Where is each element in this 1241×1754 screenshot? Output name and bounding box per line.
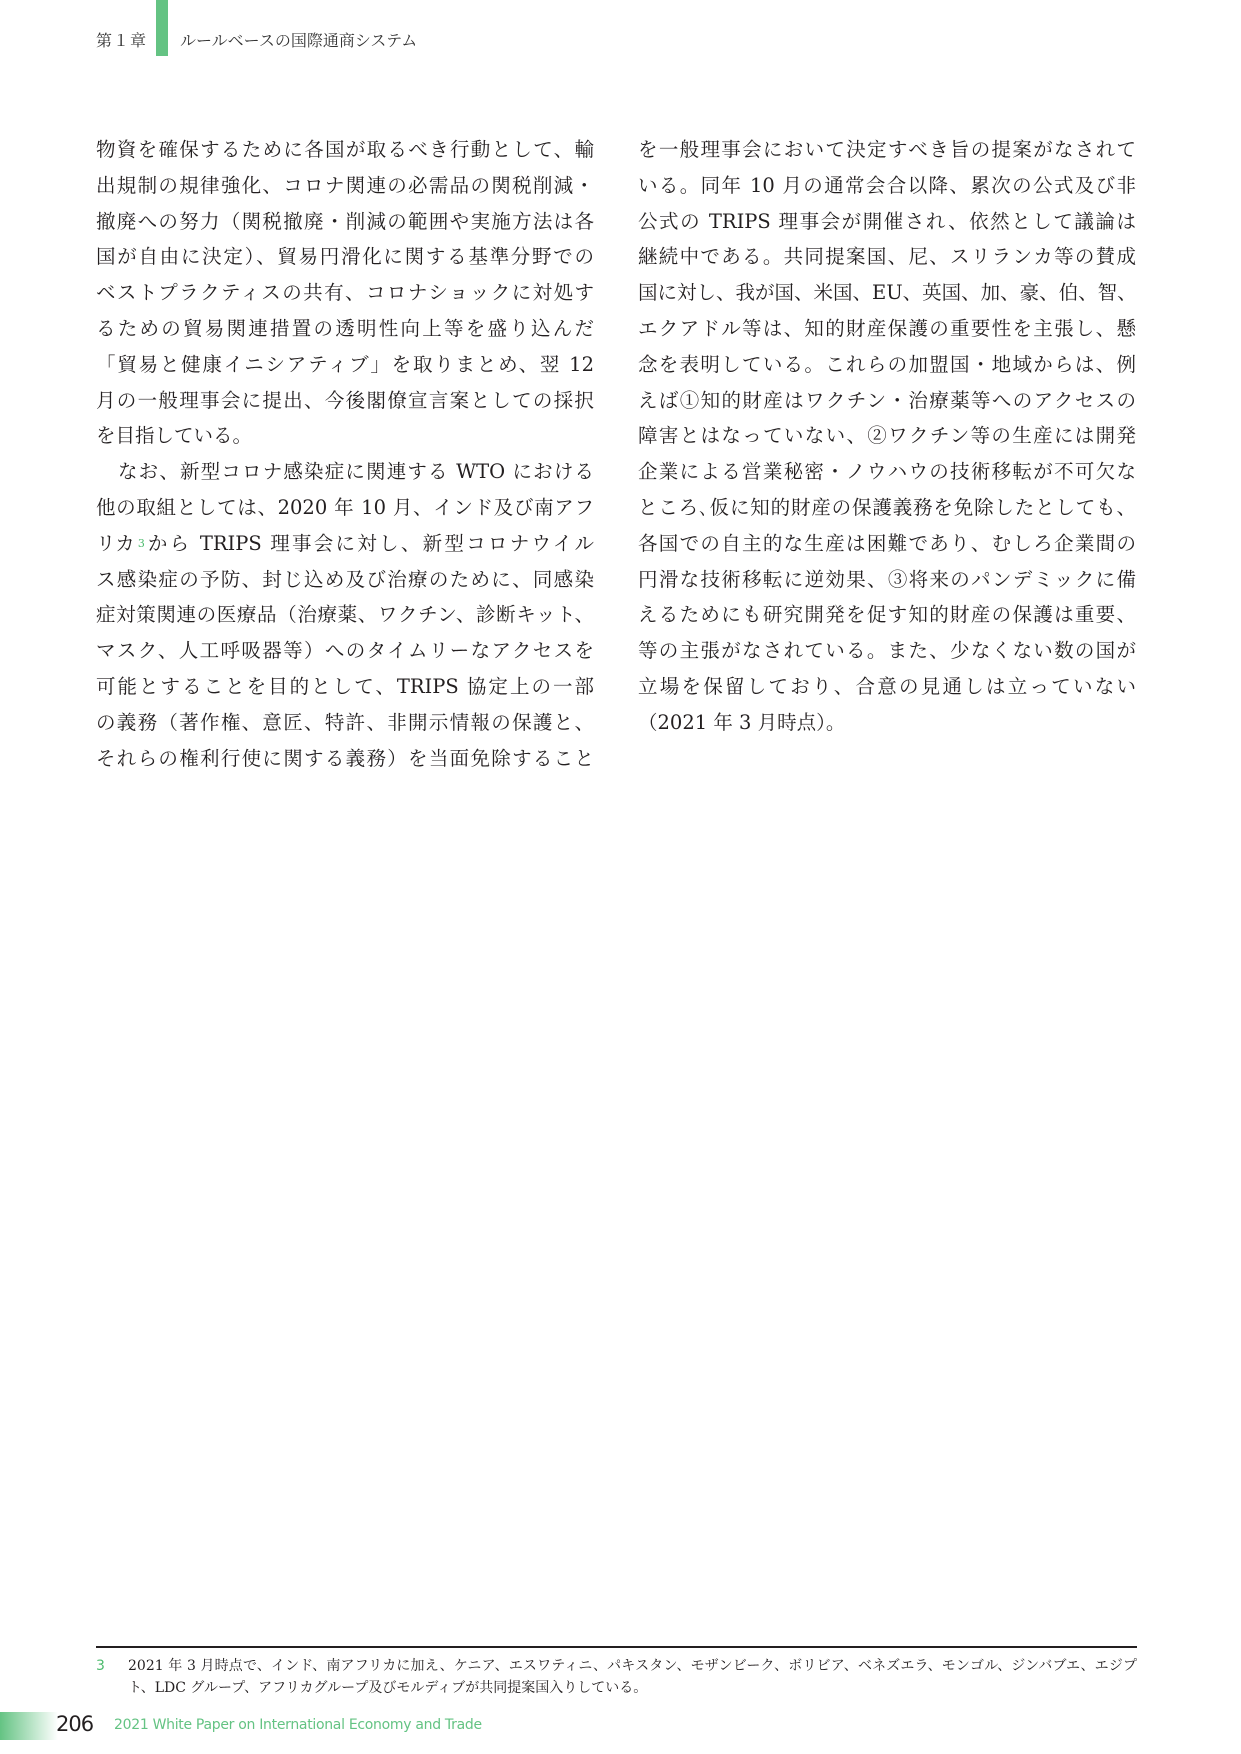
body-right-column <box>638 132 1136 741</box>
chapter-color-bar <box>156 0 168 56</box>
text-line: 障害とはなっていない、②ワクチン等の生産には開発 <box>638 424 1136 448</box>
text-line: の義務（著作権、意匠、特許、非開示情報の保護と、 <box>96 710 594 734</box>
body-left-column <box>96 132 594 776</box>
text-line: 立場を保留しており、合意の見通しは立っていない <box>638 674 1136 698</box>
text-line: それらの権利行使に関する義務）を当面免除すること <box>96 746 594 770</box>
text-line: ス感染症の予防、封じ込め及び治療のために、同感染 <box>96 567 594 591</box>
page-number: 206 <box>56 1712 94 1736</box>
text-line: えるためにも研究開発を促す知的財産の保護は重要、 <box>638 603 1136 627</box>
text-line: 企業による営業秘密・ノウハウの技術移転が不可欠な <box>638 460 1136 484</box>
text-line: 各国での自主的な生産は困難であり、むしろ企業間の <box>638 531 1136 555</box>
text-line: 症対策関連の医療品（治療薬、ワクチン、診断キット、 <box>96 603 594 627</box>
chapter-label: 第１章 <box>96 31 148 50</box>
text-line: 念を表明している。これらの加盟国・地域からは、例 <box>638 352 1136 376</box>
text-line: を一般理事会において決定すべき旨の提案がなされて <box>638 138 1136 161</box>
text-line: ベストプラクティスの共有、コロナショックに対処す <box>96 281 594 305</box>
text-line: 「貿易と健康イニシアティブ」を取りまとめ、翌 12 <box>96 352 594 376</box>
text-line: エクアドル等は、知的財産保護の重要性を主張し、懸 <box>638 316 1136 340</box>
footnote-number: 3 <box>96 1658 105 1674</box>
text-line: 月の一般理事会に提出、今後閣僚宣言案としての採択 <box>96 388 594 412</box>
text-line <box>96 526 594 562</box>
chapter-title: ルールベースの国際通商システム <box>180 31 418 50</box>
footnote <box>96 1655 1137 1699</box>
text-line: いる。同年 10 月の通常会合以降、累次の公式及び非 <box>638 173 1136 197</box>
footnote-divider <box>96 1646 1137 1648</box>
text-line: 等の主張がなされている。また、少なくない数の国が <box>638 639 1136 663</box>
footnote-text: 2021 年 3 月時点で、インド、南アフリカに加え、ケニア、エスワティニ、パキスタン、モザンビーク、ボリビア、ベネズエラ、モンゴル、ジンバブエ、エジプト、LDC グループ、アフリカグループ及びモルディブが共同提案国入りしている。 <box>128 1658 1137 1696</box>
text-line: マスク、人工呼吸器等）へのタイムリーなアクセスを <box>96 639 594 663</box>
text-line: 物資を確保するために各国が取るべき行動として、輸 <box>96 138 594 161</box>
text-line: なお、新型コロナ感染症に関連する WTO における <box>118 460 594 484</box>
text-line: 国に対し、我が国、米国、EU、英国、加、豪、伯、智、 <box>638 281 1137 305</box>
text-line: 公式の TRIPS 理事会が開催され、依然として議論は <box>638 209 1136 233</box>
text-fragment: から TRIPS 理事会に対し、新型コロナウイル <box>147 531 594 555</box>
text-line: 継続中である。共同提案国、尼、スリランカ等の賛成 <box>638 245 1136 269</box>
text-line: 国が自由に決定）、貿易円滑化に関する基準分野での <box>96 245 594 269</box>
text-line: 他の取組としては、2020 年 10 月、インド及び南アフ <box>96 495 594 519</box>
text-line: 撤廃への努力（関税撤廃・削減の範囲や実施方法は各 <box>96 209 594 233</box>
publication-title: 2021 White Paper on International Economy and Trade <box>114 1717 482 1733</box>
text-line: ところ､仮に知的財産の保護義務を免除したとしても、 <box>638 495 1136 519</box>
text-fragment: リカ <box>96 531 135 555</box>
text-line: を目指している。 <box>96 424 253 448</box>
text-line: るための貿易関連措置の透明性向上等を盛り込んだ <box>96 316 594 340</box>
text-line: 可能とすることを目的として、TRIPS 協定上の一部 <box>96 674 594 698</box>
text-line: （2021 年 3 月時点）。 <box>638 710 846 734</box>
footnote-reference[interactable]: 3 <box>137 536 145 550</box>
text-line: 出規制の規律強化、コロナ関連の必需品の関税削減・ <box>96 173 594 197</box>
text-line: 円滑な技術移転に逆効果、③将来のパンデミックに備 <box>638 567 1136 591</box>
text-line: えば①知的財産はワクチン・治療薬等へのアクセスの <box>638 388 1136 412</box>
page-number-accent <box>0 1712 58 1740</box>
